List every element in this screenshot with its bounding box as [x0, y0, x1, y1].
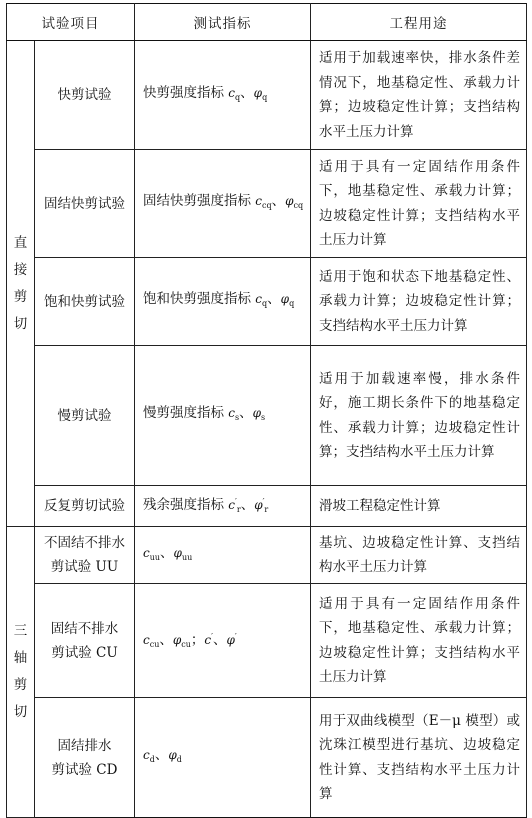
symbol-subscript: uu — [181, 552, 193, 562]
shear-test-table — [6, 3, 527, 818]
strength-symbol — [174, 546, 193, 560]
symbol-subscript: s — [235, 413, 240, 422]
strength-symbol — [255, 194, 271, 208]
test-item-cell — [35, 527, 135, 584]
engineering-use-cell: 适用于具有一定固结作用条件下，地基稳定性、承载力计算；边坡稳定性计算；支挡结构水平土压力计算 — [311, 584, 527, 698]
table-row — [7, 150, 527, 258]
metric-label: 快剪强度指标 — [143, 84, 224, 101]
symbol-base: φ — [280, 292, 290, 306]
symbol-separator: 、 — [239, 405, 253, 421]
symbol-base: φ — [252, 406, 262, 420]
symbol-base: φ — [168, 748, 177, 762]
symbol-prime: ′ — [235, 497, 237, 506]
strength-symbol — [281, 292, 295, 306]
group-label-char: 直 — [13, 234, 28, 251]
symbol-base: c — [255, 292, 263, 306]
group-label-cell — [7, 41, 35, 527]
strength-symbol — [228, 406, 239, 420]
symbol-base: c — [228, 498, 236, 512]
engineering-use-cell: 适用于加载速率慢，排水条件好，施工期长条件下的地基稳定性、承载力计算；边坡稳定性计算；支挡结构水平土压力计算 — [311, 346, 527, 486]
strength-symbol — [254, 498, 268, 512]
shear-test-table-page — [6, 3, 527, 818]
symbol-base: c — [228, 85, 236, 100]
symbol-base: φ — [254, 498, 263, 512]
symbol-separator: 、 — [159, 631, 173, 648]
symbol-subscript: q — [262, 299, 268, 308]
symbol-subscript: d — [176, 755, 182, 764]
test-metric-cell — [135, 41, 311, 150]
engineering-use-cell: 用于双曲线模型（E－μ 模型）或沈珠江模型进行基坑、边坡稳定性计算、支挡结构水平土压力计算 — [311, 698, 527, 818]
symbol-base: φ — [253, 85, 263, 100]
symbol-subscript: q — [262, 92, 268, 102]
group-label-char: 切 — [13, 315, 28, 332]
symbol-base: c — [143, 748, 150, 762]
symbol-subscript: cu — [149, 639, 160, 649]
strength-symbol — [253, 406, 266, 420]
test-item-line: 快剪试验 — [57, 87, 112, 103]
strength-symbol — [228, 498, 240, 512]
symbol-separator: 、 — [240, 497, 255, 513]
test-metric-cell — [135, 486, 311, 527]
test-item-cell — [35, 41, 135, 150]
table-row — [7, 698, 527, 818]
test-metric-cell — [135, 258, 311, 346]
symbol-base: φ — [226, 632, 235, 647]
table-row — [7, 41, 527, 150]
table-row — [7, 527, 527, 584]
test-item-cell — [35, 150, 135, 258]
symbol-prime: ′ — [262, 497, 265, 506]
strength-symbol — [143, 748, 155, 762]
symbol-base: φ — [285, 194, 294, 208]
metric-label: 慢剪强度指标 — [143, 405, 224, 421]
table-row — [7, 584, 527, 698]
symbol-subscript: s — [261, 413, 266, 422]
engineering-use-cell: 基坑、边坡稳定性计算、支挡结构水平土压力计算 — [311, 527, 527, 584]
strength-symbol — [228, 86, 240, 100]
test-item-cell — [35, 584, 135, 698]
group-label-char: 切 — [13, 704, 28, 720]
test-metric-cell — [135, 346, 311, 486]
strength-symbol — [173, 633, 191, 647]
group-label-char: 轴 — [13, 650, 28, 666]
engineering-use-cell: 适用于加载速率快，排水条件差情况下，地基稳定性、承载力计算；边坡稳定性计算；支挡结构水平土压力计算 — [311, 41, 527, 150]
table-row — [7, 486, 527, 527]
group-label-char: 三 — [13, 623, 28, 639]
symbol-subscript: q — [235, 92, 241, 102]
symbol-base: c — [143, 632, 150, 647]
symbol-subscript: d — [149, 755, 155, 764]
test-metric-cell — [135, 150, 311, 258]
strength-symbol — [255, 292, 267, 306]
group-label-char: 接 — [13, 261, 28, 278]
symbol-base: c — [204, 632, 212, 647]
symbol-base: c — [255, 194, 263, 208]
table-row — [7, 258, 527, 346]
table-row — [7, 346, 527, 486]
symbol-base: c — [228, 406, 236, 420]
test-item-line: 反复剪切试验 — [44, 498, 125, 514]
group-label-cell — [7, 527, 35, 818]
strength-symbol — [204, 633, 213, 647]
strength-symbol — [143, 546, 160, 560]
table-header-row — [7, 4, 527, 41]
symbol-separator: 、 — [212, 631, 227, 648]
symbol-separator: 、 — [267, 291, 281, 307]
symbol-subscript: cu — [181, 639, 191, 649]
group-label-char: 剪 — [13, 288, 28, 305]
test-item-cell — [35, 698, 135, 818]
test-item-line: 剪试验 UU — [50, 559, 119, 575]
test-item-line: 剪试验 CD — [51, 761, 118, 778]
symbol-subscript: r — [264, 505, 269, 514]
test-metric-cell — [135, 527, 311, 584]
engineering-use-cell: 滑坡工程稳定性计算 — [311, 486, 527, 527]
test-item-cell — [35, 486, 135, 527]
metric-label: 残余强度指标 — [143, 497, 224, 513]
strength-symbol — [168, 748, 182, 762]
test-item-cell — [35, 258, 135, 346]
test-item-line: 固结快剪试验 — [44, 195, 125, 212]
symbol-base: c — [143, 545, 150, 560]
symbol-subscript: cq — [293, 201, 304, 210]
strength-symbol — [226, 633, 236, 647]
symbol-subscript: cq — [262, 201, 272, 210]
symbol-separator: 、 — [271, 193, 286, 209]
symbol-separator: 、 — [154, 747, 169, 763]
test-item-line: 不固结不排水 — [44, 535, 125, 551]
strength-symbol — [254, 86, 268, 100]
symbol-subscript: r — [236, 505, 241, 514]
symbol-subscript: uu — [149, 552, 161, 562]
test-metric-cell — [135, 584, 311, 698]
test-item-line: 饱和快剪试验 — [44, 293, 125, 310]
symbol-base: φ — [173, 545, 182, 560]
engineering-use-cell: 适用于饱和状态下地基稳定性、承载力计算；边坡稳定性计算；支挡结构水平土压力计算 — [311, 258, 527, 346]
metric-label: 固结快剪强度指标 — [143, 193, 251, 209]
header-test-metric: 测试指标 — [135, 4, 311, 41]
test-item-line: 固结不排水 — [50, 620, 119, 637]
symbol-prime: ′ — [234, 631, 237, 641]
symbol-separator: 、 — [240, 84, 254, 101]
engineering-use-cell: 适用于具有一定固结作用条件下，地基稳定性、承载力计算；边坡稳定性计算；支挡结构水平土压力计算 — [311, 150, 527, 258]
test-item-line: 慢剪试验 — [57, 407, 112, 424]
group-label-char: 剪 — [13, 677, 28, 693]
test-item-line: 剪试验 CU — [51, 644, 118, 661]
test-metric-cell — [135, 698, 311, 818]
header-test-item: 试验项目 — [7, 4, 135, 41]
symbol-prime: ′ — [211, 631, 213, 641]
symbol-separator: ； — [190, 631, 205, 648]
symbol-subscript: q — [289, 299, 295, 308]
header-engineering-use: 工程用途 — [311, 4, 527, 41]
strength-symbol — [143, 633, 159, 647]
metric-label: 饱和快剪强度指标 — [143, 291, 251, 307]
test-item-line: 固结排水 — [57, 737, 112, 754]
strength-symbol — [285, 194, 303, 208]
test-item-cell — [35, 346, 135, 486]
table-body — [7, 41, 527, 818]
symbol-base: φ — [172, 632, 182, 647]
symbol-separator: 、 — [160, 544, 174, 561]
